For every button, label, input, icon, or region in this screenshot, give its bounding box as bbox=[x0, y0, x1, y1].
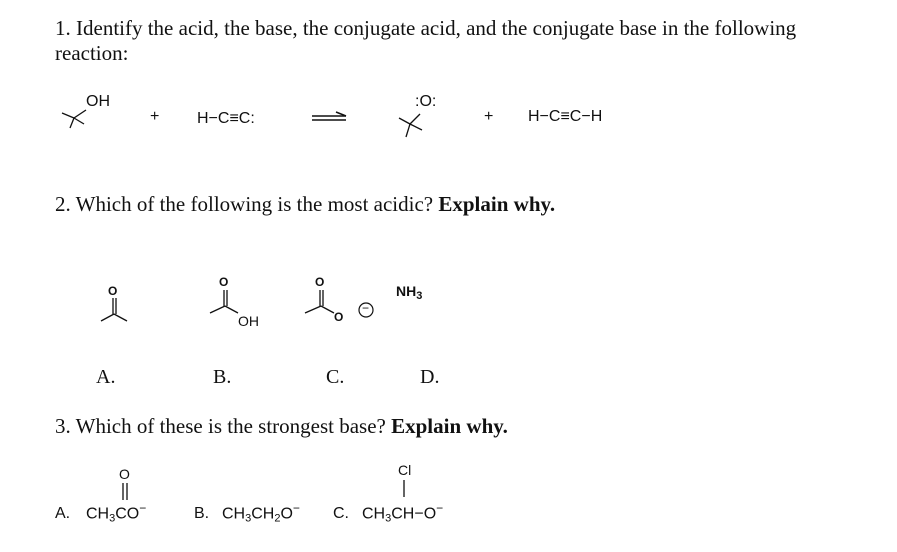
option-c-label: C. bbox=[326, 366, 345, 388]
acetic-acid-oh: OH bbox=[238, 313, 259, 329]
alkoxide-oxygen: :O: bbox=[415, 93, 437, 110]
acetic-acid-structure bbox=[210, 290, 238, 313]
option-a-label-q3: A. bbox=[55, 505, 71, 522]
option-b-label: B. bbox=[213, 366, 232, 388]
acetic-acid-oxygen: O bbox=[219, 275, 229, 289]
acetone-structure bbox=[101, 298, 127, 321]
question-2-text: 2. Which of the following is the most acidic? Explain why. bbox=[55, 192, 556, 216]
equilibrium-arrow bbox=[312, 112, 346, 120]
question-3-text: 3. Which of these is the strongest base? Explain why. bbox=[55, 414, 508, 438]
acetone-oxygen: O bbox=[108, 284, 118, 298]
option-b-label-q3: B. bbox=[194, 505, 210, 522]
acetylide-formula: H−C≡C: bbox=[197, 110, 255, 127]
option-a-label: A. bbox=[96, 366, 116, 388]
question-1-text: 1. Identify the acid, the base, the conjugate acid, and the conjugate base in the following reaction: bbox=[55, 16, 797, 65]
chloroethoxide-formula: $CH_3CH-O^-$ bbox=[362, 501, 444, 525]
plus-sign-2: + bbox=[484, 108, 494, 125]
tert-butanol-structure bbox=[62, 110, 86, 128]
acetylene-formula: H−C≡C−H bbox=[528, 108, 603, 125]
acetate-structure bbox=[305, 290, 334, 313]
negative-charge: − bbox=[362, 301, 370, 315]
option-c-label-q3: C. bbox=[333, 505, 349, 522]
ammonia-formula: $NH_3$ bbox=[396, 283, 423, 302]
acetate-formula: $CH_3CO^-$ bbox=[86, 501, 147, 525]
oh-label: OH bbox=[86, 93, 110, 110]
acetate-carbonyl-oxygen: O bbox=[119, 466, 130, 482]
tert-butoxide-structure bbox=[399, 114, 422, 137]
ethoxide-formula: $CH_3CH_2O^-$ bbox=[222, 501, 300, 525]
option-d-label: D. bbox=[420, 366, 440, 388]
plus-sign-1: + bbox=[150, 108, 160, 125]
acetate-oxygen-neg: O bbox=[334, 310, 344, 324]
chlorine-label: Cl bbox=[398, 462, 412, 478]
carbonyl-double-bond bbox=[123, 483, 127, 500]
acetate-oxygen-top: O bbox=[315, 275, 325, 289]
